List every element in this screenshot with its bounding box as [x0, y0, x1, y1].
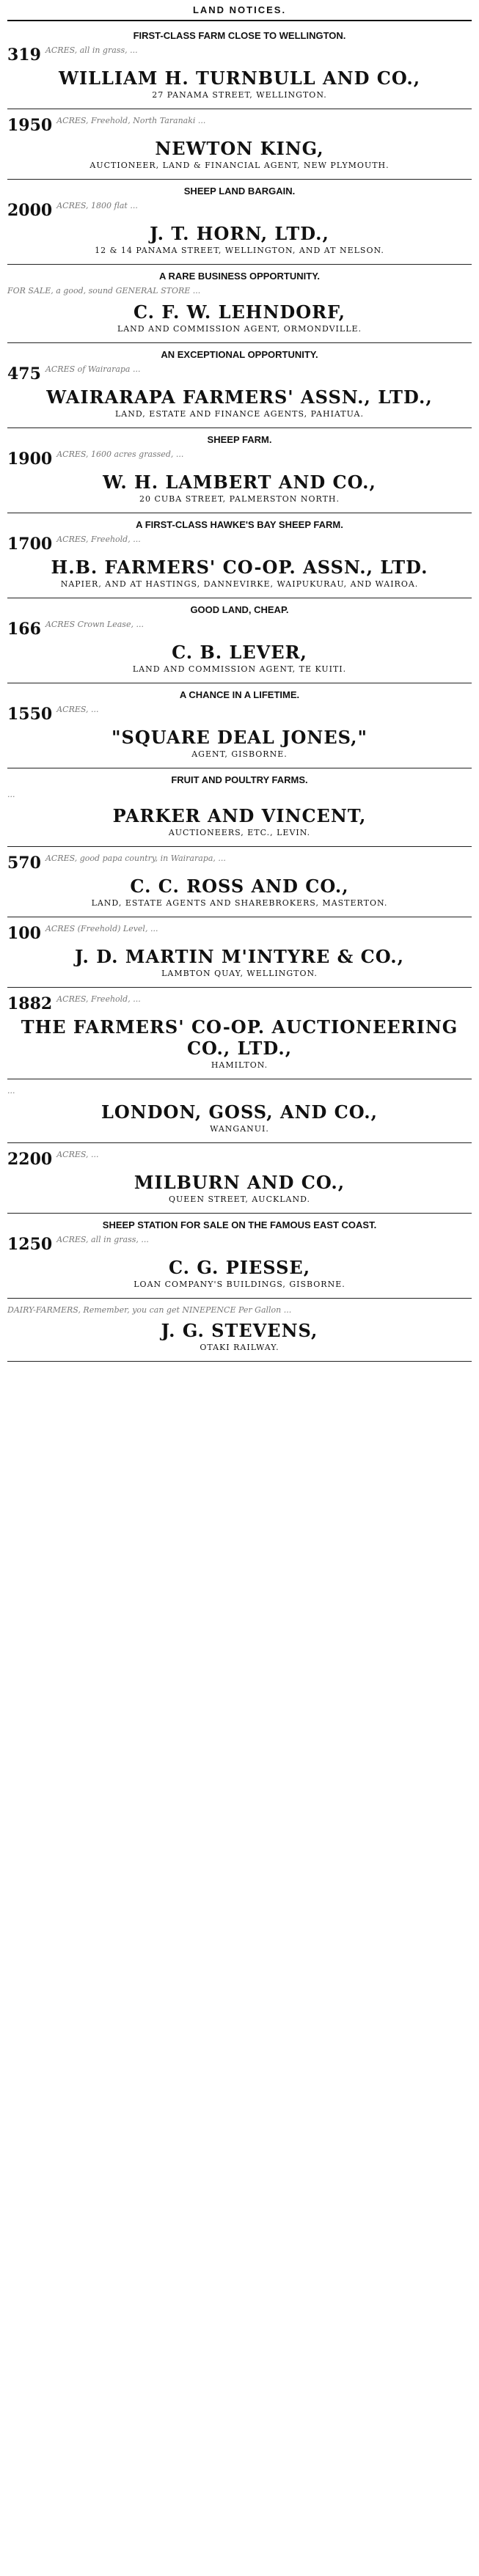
ad-lead-text: ACRES of Wairarapa ...	[45, 364, 141, 374]
land-notice-ad	[7, 1079, 472, 1143]
ad-agent-name: C. G. PIESSE,	[168, 1256, 311, 1278]
ad-lead-text: ACRES, Freehold, ...	[56, 534, 141, 544]
ad-agent-address: LAND, ESTATE AGENTS AND SHAREBROKERS, MASTERTON.	[91, 898, 388, 908]
ad-agent-name: THE FARMERS' CO-OP. AUCTIONEERING CO., LTD.,	[21, 1016, 458, 1059]
land-notice-ad	[7, 988, 472, 1079]
ad-body	[7, 923, 472, 943]
ad-lead-text: ACRES, good papa country, in Wairarapa, ...	[45, 853, 226, 863]
ad-body	[7, 116, 472, 135]
ad-agent-address: OTAKI RAILWAY.	[200, 1343, 279, 1353]
ad-agent-name: PARKER AND VINCENT,	[112, 804, 367, 826]
ad-body	[7, 704, 472, 724]
ad-agent-address: LOAN COMPANY'S BUILDINGS, GISBORNE.	[134, 1279, 345, 1289]
ad-agent-name: WAIRARAPA FARMERS' ASSN., LTD.,	[46, 386, 433, 408]
ad-lead-text: ACRES, Freehold, North Taranaki ...	[56, 116, 206, 125]
ad-body	[7, 619, 472, 639]
ad-agent-name: WILLIAM H. TURNBULL AND CO.,	[58, 67, 421, 89]
ad-headline: SHEEP FARM.	[207, 433, 272, 445]
land-notice-ad	[7, 1214, 472, 1299]
ad-headline: AN EXCEPTIONAL OPPORTUNITY.	[161, 348, 318, 360]
land-notice-ad	[7, 1299, 472, 1362]
ad-lead-number: 1250	[7, 1234, 53, 1254]
ad-headline: FIRST-CLASS FARM CLOSE TO WELLINGTON.	[133, 30, 346, 41]
ad-lead-number: 100	[7, 923, 41, 943]
ad-headline: SHEEP LAND BARGAIN.	[183, 186, 296, 197]
ad-body	[7, 449, 472, 469]
ad-agent-name: MILBURN AND CO.,	[134, 1171, 345, 1193]
ad-lead-text: ACRES Crown Lease, ...	[45, 619, 144, 629]
ad-body	[7, 534, 472, 554]
ad-lead-number: 1700	[7, 534, 53, 554]
ad-headline: A FIRST-CLASS HAWKE'S BAY SHEEP FARM.	[136, 518, 343, 530]
ad-lead-text: ACRES, 1800 flat ...	[56, 201, 138, 210]
ad-agent-name: J. T. HORN, LTD.,	[150, 223, 329, 244]
land-notice-ad	[7, 768, 472, 847]
ad-body	[7, 1149, 472, 1169]
ad-lead-number: 319	[7, 45, 41, 65]
ad-lead-number: 1550	[7, 704, 53, 724]
ad-headline: SHEEP STATION FOR SALE ON THE FAMOUS EAST COAST.	[102, 1219, 377, 1230]
land-notice-ad	[7, 598, 472, 683]
ad-agent-name: C. F. W. LEHNDORF,	[133, 301, 346, 323]
ad-lead-text: ACRES, Freehold, ...	[56, 994, 141, 1004]
ad-agent-address: AUCTIONEERS, ETC., LEVIN.	[168, 827, 311, 837]
ad-lead-text: FOR SALE, a good, sound GENERAL STORE ...	[7, 286, 201, 296]
ad-body	[7, 790, 472, 801]
ad-body	[7, 853, 472, 873]
land-notice-ad	[7, 24, 472, 109]
ad-agent-name: J. D. MARTIN M'INTYRE & CO.,	[75, 945, 404, 967]
ads-column	[7, 24, 472, 1362]
ad-agent-name: C. C. ROSS AND CO.,	[130, 875, 349, 897]
ad-agent-address: AGENT, GISBORNE.	[191, 749, 288, 759]
ad-agent-address: LAMBTON QUAY, WELLINGTON.	[161, 968, 318, 978]
ad-agent-address: AUCTIONEER, LAND & FINANCIAL AGENT, NEW PLYMOUTH.	[89, 161, 390, 170]
land-notice-ad	[7, 428, 472, 513]
land-notice-ad	[7, 917, 472, 988]
ad-agent-address: 12 & 14 PANAMA STREET, WELLINGTON, AND AT NELSON.	[95, 246, 384, 255]
ad-agent-address: HAMILTON.	[211, 1060, 268, 1070]
land-notice-ad	[7, 847, 472, 917]
newspaper-page	[7, 0, 472, 1362]
ad-headline: A RARE BUSINESS OPPORTUNITY.	[158, 271, 321, 282]
ad-body	[7, 1234, 472, 1254]
ad-agent-address: 20 CUBA STREET, PALMERSTON NORTH.	[139, 493, 340, 504]
ad-body	[7, 994, 472, 1013]
ad-headline: FRUIT AND POULTRY FARMS.	[171, 774, 308, 785]
land-notice-ad	[7, 343, 472, 428]
ad-lead-text: ACRES, ...	[56, 704, 99, 714]
ad-body	[7, 364, 472, 384]
land-notice-ad	[7, 265, 472, 343]
ad-body	[7, 45, 472, 65]
ad-lead-number: 1900	[7, 449, 53, 469]
ad-agent-address: QUEEN STREET, AUCKLAND.	[168, 1194, 311, 1204]
ad-agent-name: "SQUARE DEAL JONES,"	[111, 726, 368, 748]
ad-lead-text: ACRES, all in grass, ...	[45, 45, 138, 55]
land-notice-ad	[7, 109, 472, 180]
ad-agent-address: 27 PANAMA STREET, WELLINGTON.	[152, 90, 327, 100]
ad-agent-name: C. B. LEVER,	[172, 641, 307, 663]
land-notice-ad	[7, 180, 472, 265]
ad-lead-text: ACRES, all in grass, ...	[56, 1234, 149, 1244]
page-title: LAND NOTICES.	[192, 4, 287, 15]
ad-body	[7, 1086, 472, 1097]
ad-body	[7, 286, 472, 297]
ad-lead-text: DAIRY-FARMERS, Remember, you can get NINEPENCE Per Gallon ...	[7, 1304, 292, 1315]
ad-lead-text: ...	[7, 789, 15, 799]
ad-agent-address: LAND, ESTATE AND FINANCE AGENTS, PAHIATUA.	[115, 408, 364, 419]
divider	[7, 20, 472, 21]
ad-body	[7, 201, 472, 220]
ad-lead-number: 475	[7, 364, 41, 384]
ad-lead-number: 2200	[7, 1149, 53, 1169]
ad-agent-address: WANGANUI.	[210, 1123, 269, 1134]
land-notice-ad	[7, 683, 472, 768]
land-notice-ad	[7, 1143, 472, 1214]
ad-agent-name: LONDON, GOSS, AND CO.,	[101, 1101, 378, 1123]
ad-agent-name: W. H. LAMBERT AND CO.,	[103, 471, 376, 493]
ad-lead-text: ACRES (Freehold) Level, ...	[45, 923, 158, 933]
ad-body	[7, 1305, 472, 1316]
ad-agent-name: NEWTON KING,	[155, 138, 324, 159]
ad-lead-text: ACRES, ...	[56, 1149, 99, 1159]
ad-lead-number: 1882	[7, 994, 53, 1013]
ad-lead-number: 166	[7, 619, 41, 639]
ad-lead-text: ACRES, 1600 acres grassed, ...	[56, 449, 184, 459]
ad-headline: A CHANCE IN A LIFETIME.	[179, 689, 300, 700]
ad-agent-name: J. G. STEVENS,	[161, 1320, 318, 1342]
ad-lead-text: ...	[7, 1085, 15, 1096]
land-notice-ad	[7, 513, 472, 598]
ad-agent-address: LAND AND COMMISSION AGENT, ORMONDVILLE.	[117, 323, 362, 334]
ad-lead-number: 570	[7, 853, 41, 873]
ad-headline: GOOD LAND, CHEAP.	[190, 603, 289, 615]
ad-agent-address: LAND AND COMMISSION AGENT, TE KUITI.	[132, 664, 347, 674]
ad-lead-number: 1950	[7, 116, 53, 135]
ad-agent-name: H.B. FARMERS' CO-OP. ASSN., LTD.	[51, 556, 428, 578]
ad-lead-number: 2000	[7, 201, 53, 220]
ad-agent-address: NAPIER, AND AT HASTINGS, DANNEVIRKE, WAIPUKURAU, AND WAIROA.	[60, 579, 419, 589]
